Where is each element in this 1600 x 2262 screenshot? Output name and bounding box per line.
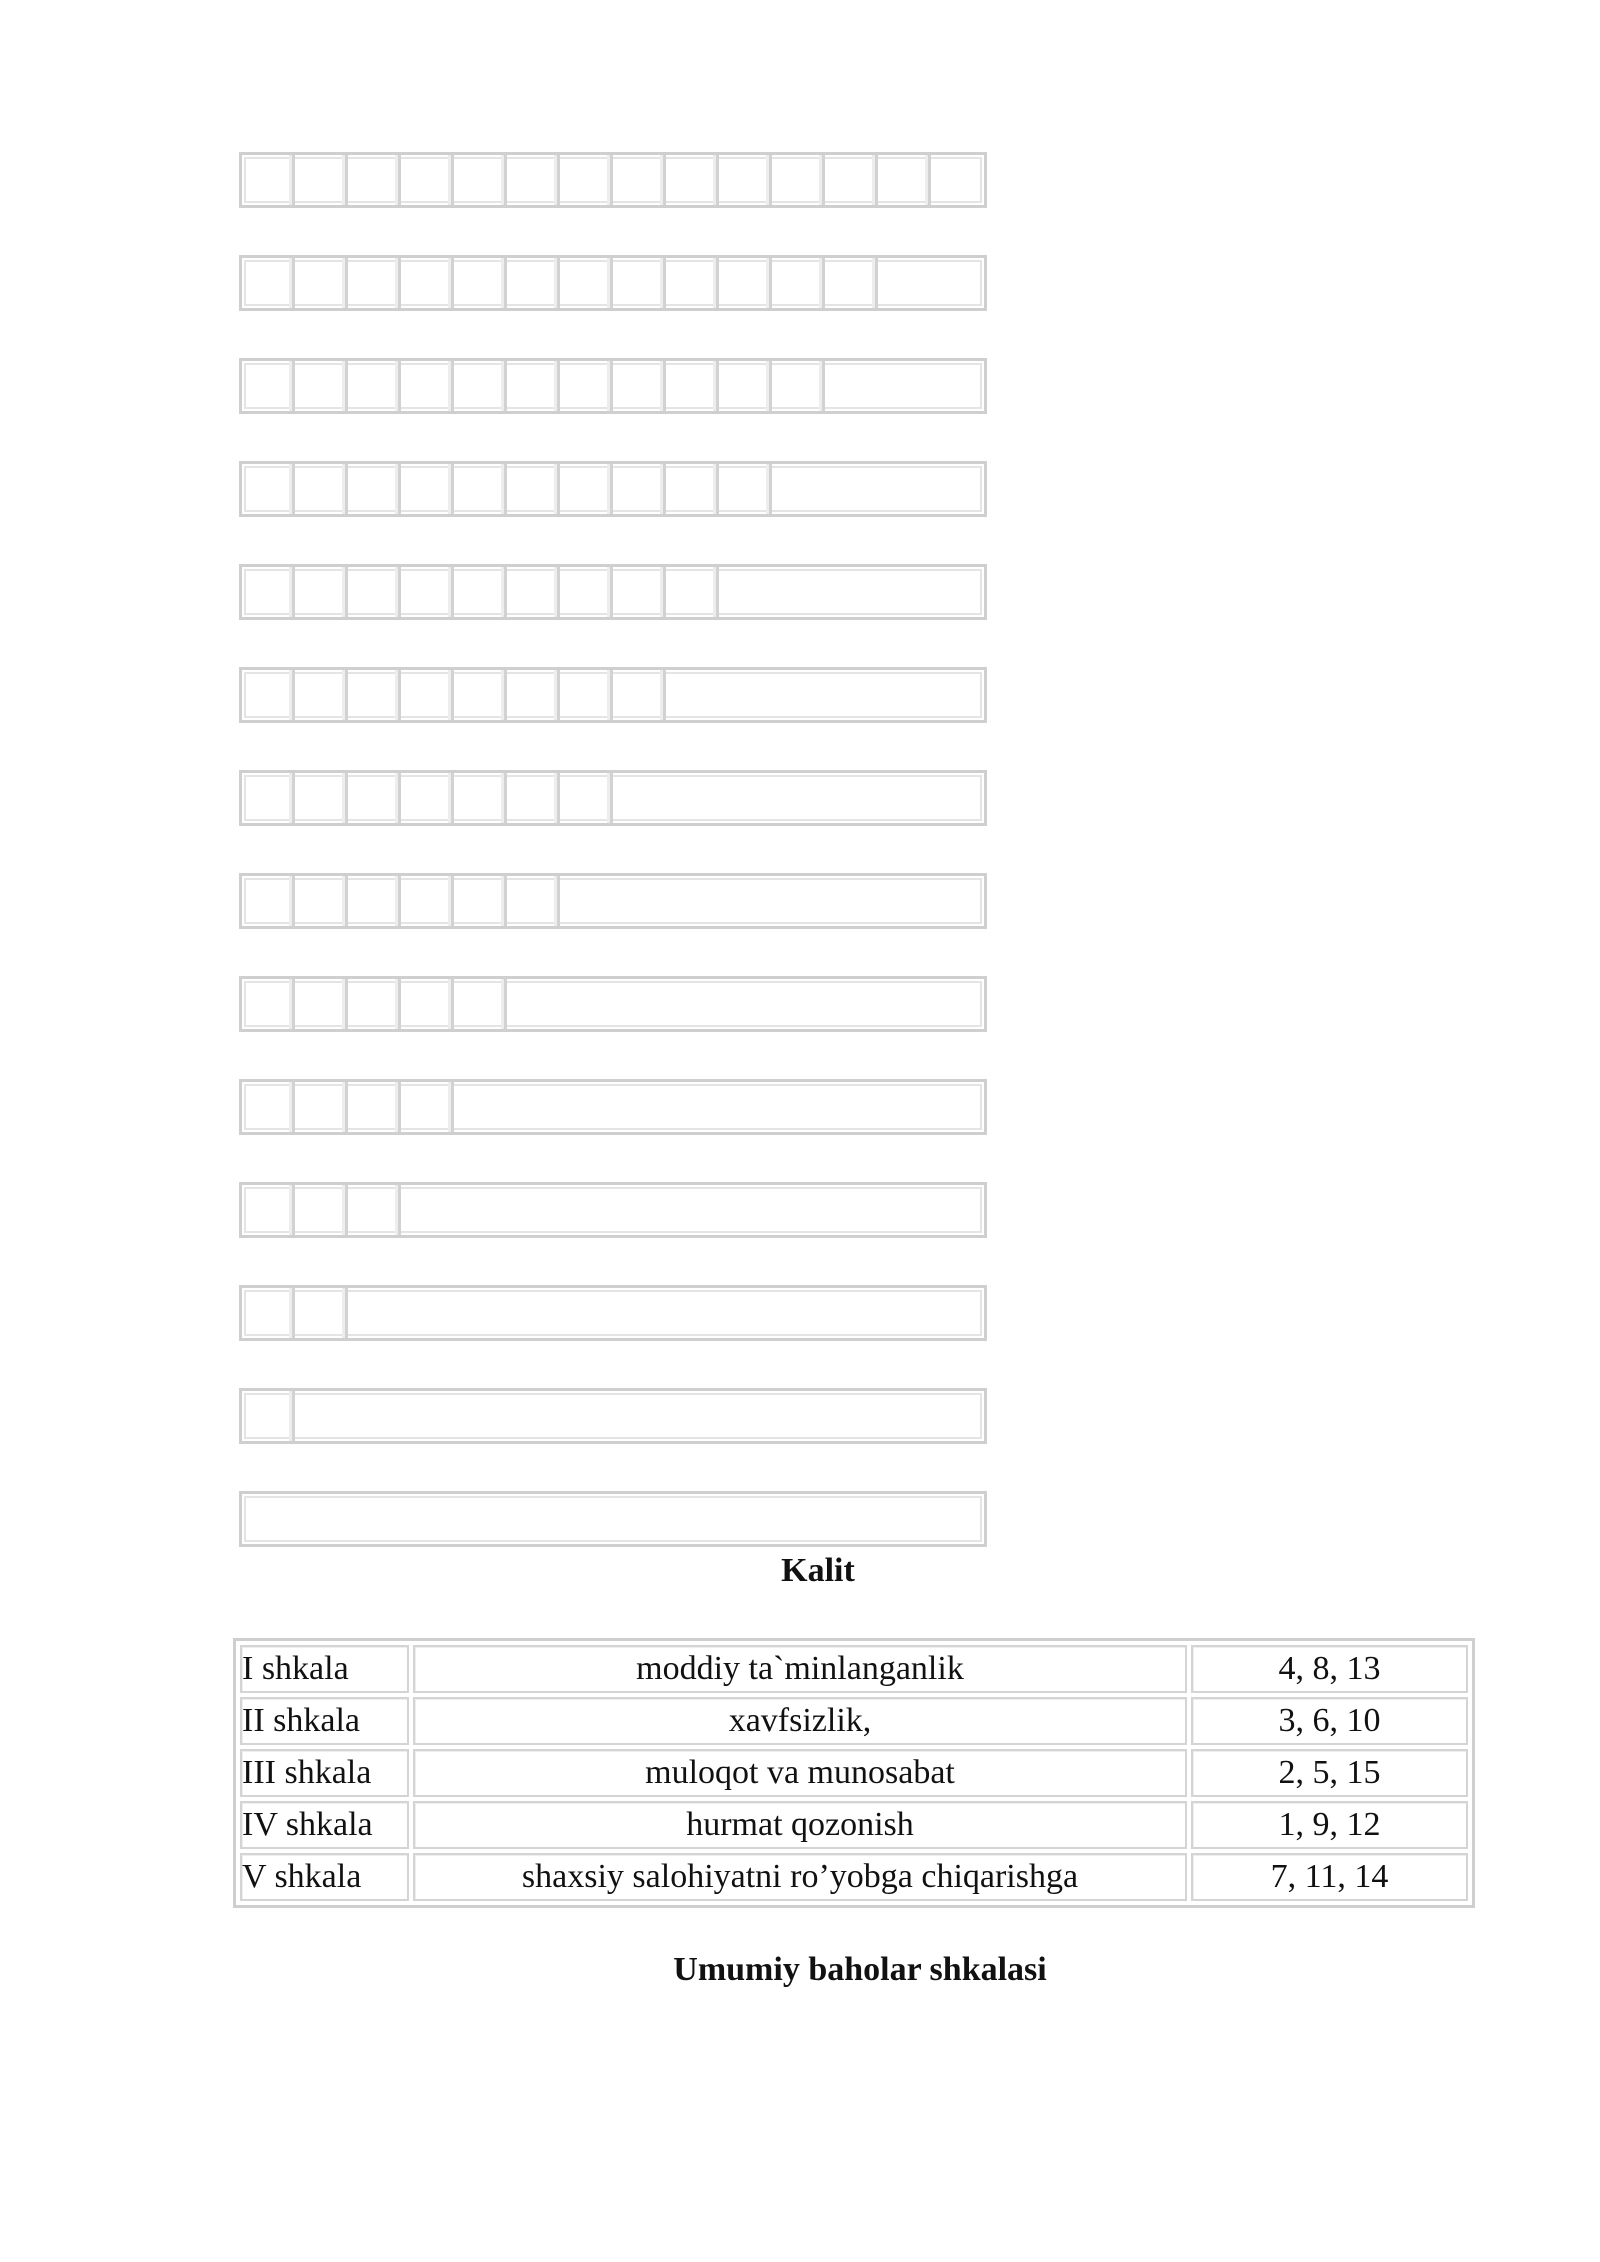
answer-box[interactable]: [295, 567, 348, 617]
answer-box[interactable]: [295, 1391, 348, 1441]
answer-box[interactable]: [666, 567, 719, 617]
answer-box[interactable]: [666, 670, 719, 720]
scale-label: III shkala: [240, 1749, 409, 1797]
scale-items: 3, 6, 10: [1191, 1697, 1468, 1745]
answer-box-grid: [239, 152, 987, 1594]
answer-box[interactable]: [348, 1185, 401, 1235]
answer-box[interactable]: [507, 155, 560, 205]
answer-box[interactable]: [295, 1185, 348, 1235]
answer-box[interactable]: [454, 155, 507, 205]
key-table-row: [240, 1749, 1468, 1797]
answer-box-row: [239, 358, 987, 414]
answer-box[interactable]: [507, 567, 560, 617]
answer-box[interactable]: [454, 876, 507, 926]
answer-box[interactable]: [772, 258, 825, 308]
answer-box[interactable]: [295, 670, 348, 720]
answer-box-row: [239, 152, 987, 208]
scale-label: II shkala: [240, 1697, 409, 1745]
answer-box[interactable]: [507, 876, 560, 926]
answer-box[interactable]: [295, 361, 348, 411]
answer-box[interactable]: [348, 361, 401, 411]
answer-box[interactable]: [507, 670, 560, 720]
answer-box[interactable]: [401, 979, 454, 1029]
answer-box-row: [239, 1182, 987, 1238]
scale-name: hurmat qozonish: [413, 1801, 1187, 1849]
answer-box[interactable]: [348, 1082, 401, 1132]
answer-box[interactable]: [719, 155, 772, 205]
answer-box[interactable]: [454, 567, 507, 617]
answer-box[interactable]: [348, 773, 401, 823]
answer-box[interactable]: [348, 155, 401, 205]
general-scale-title: Umumiy baholar shkalasi: [673, 1951, 1047, 1988]
answer-box[interactable]: [348, 1288, 401, 1338]
answer-box[interactable]: [507, 258, 560, 308]
answer-box[interactable]: [772, 464, 825, 514]
answer-box[interactable]: [348, 876, 401, 926]
scale-name: xavfsizlik,: [413, 1697, 1187, 1745]
answer-box-row: [239, 1491, 987, 1547]
scale-name: moddiy ta`minlanganlik: [413, 1645, 1187, 1693]
answer-box[interactable]: [401, 1082, 454, 1132]
answer-box[interactable]: [401, 464, 454, 514]
answer-box[interactable]: [401, 1185, 454, 1235]
scale-items: 1, 9, 12: [1191, 1801, 1468, 1849]
scale-items: 4, 8, 13: [1191, 1645, 1468, 1693]
key-table-row: [240, 1801, 1468, 1849]
scale-items: 7, 11, 14: [1191, 1853, 1468, 1901]
answer-box[interactable]: [242, 773, 295, 823]
answer-box[interactable]: [401, 773, 454, 823]
answer-box[interactable]: [560, 155, 613, 205]
answer-box[interactable]: [613, 155, 666, 205]
scale-name: muloqot va munosabat: [413, 1749, 1187, 1797]
answer-box[interactable]: [454, 773, 507, 823]
answer-box[interactable]: [878, 258, 931, 308]
answer-box[interactable]: [242, 155, 295, 205]
answer-box[interactable]: [825, 155, 878, 205]
answer-box-row: [239, 255, 987, 311]
answer-box[interactable]: [242, 1082, 295, 1132]
answer-box[interactable]: [454, 670, 507, 720]
answer-box[interactable]: [507, 773, 560, 823]
answer-box[interactable]: [613, 258, 666, 308]
answer-box-row: [239, 461, 987, 517]
answer-box[interactable]: [719, 464, 772, 514]
key-table-row: [240, 1853, 1468, 1901]
answer-box[interactable]: [666, 155, 719, 205]
answer-box[interactable]: [348, 670, 401, 720]
answer-box[interactable]: [295, 876, 348, 926]
answer-box[interactable]: [454, 464, 507, 514]
answer-box[interactable]: [242, 464, 295, 514]
answer-box[interactable]: [666, 258, 719, 308]
answer-box[interactable]: [772, 361, 825, 411]
answer-box[interactable]: [772, 155, 825, 205]
answer-box[interactable]: [401, 876, 454, 926]
answer-box[interactable]: [295, 773, 348, 823]
answer-box[interactable]: [719, 567, 772, 617]
key-table-row: [240, 1697, 1468, 1745]
answer-box[interactable]: [242, 670, 295, 720]
scale-label: I shkala: [240, 1645, 409, 1693]
key-table: [233, 1638, 1475, 1908]
answer-box[interactable]: [242, 361, 295, 411]
answer-box[interactable]: [295, 979, 348, 1029]
answer-box-row: [239, 1285, 987, 1341]
answer-box[interactable]: [825, 361, 878, 411]
answer-box[interactable]: [560, 258, 613, 308]
answer-box[interactable]: [242, 1185, 295, 1235]
scale-name: shaxsiy salohiyatni ro’yobga chiqarishga: [413, 1853, 1187, 1901]
answer-box[interactable]: [507, 979, 560, 1029]
answer-box[interactable]: [401, 670, 454, 720]
answer-box[interactable]: [401, 155, 454, 205]
answer-box[interactable]: [666, 464, 719, 514]
answer-box[interactable]: [560, 670, 613, 720]
answer-box[interactable]: [560, 464, 613, 514]
answer-box-row: [239, 873, 987, 929]
answer-box[interactable]: [295, 1288, 348, 1338]
answer-box[interactable]: [242, 567, 295, 617]
answer-box[interactable]: [825, 258, 878, 308]
answer-box[interactable]: [507, 361, 560, 411]
answer-box[interactable]: [613, 773, 666, 823]
key-table-row: [240, 1645, 1468, 1693]
answer-box[interactable]: [242, 1288, 295, 1338]
answer-box[interactable]: [348, 979, 401, 1029]
answer-box[interactable]: [878, 155, 931, 205]
answer-box[interactable]: [560, 773, 613, 823]
answer-box[interactable]: [401, 361, 454, 411]
answer-box-row: [239, 1079, 987, 1135]
answer-box[interactable]: [454, 979, 507, 1029]
answer-box-row: [239, 770, 987, 826]
answer-box[interactable]: [613, 670, 666, 720]
answer-box[interactable]: [560, 876, 613, 926]
answer-box[interactable]: [401, 258, 454, 308]
answer-box-row: [239, 564, 987, 620]
answer-box[interactable]: [242, 1494, 295, 1544]
answer-box[interactable]: [348, 567, 401, 617]
answer-box[interactable]: [295, 258, 348, 308]
answer-box[interactable]: [242, 258, 295, 308]
answer-box[interactable]: [242, 979, 295, 1029]
answer-box[interactable]: [507, 464, 560, 514]
answer-box[interactable]: [295, 1082, 348, 1132]
answer-box-row: [239, 1388, 987, 1444]
answer-box-row: [239, 976, 987, 1032]
answer-box[interactable]: [666, 361, 719, 411]
answer-box[interactable]: [613, 361, 666, 411]
answer-box[interactable]: [613, 464, 666, 514]
answer-box[interactable]: [560, 361, 613, 411]
answer-box[interactable]: [401, 567, 454, 617]
key-title: Kalit: [781, 1552, 855, 1589]
answer-box[interactable]: [931, 155, 984, 205]
scale-label: IV shkala: [240, 1801, 409, 1849]
answer-box[interactable]: [348, 258, 401, 308]
answer-box[interactable]: [454, 361, 507, 411]
answer-box[interactable]: [719, 361, 772, 411]
answer-box[interactable]: [719, 258, 772, 308]
answer-box[interactable]: [613, 567, 666, 617]
answer-box[interactable]: [348, 464, 401, 514]
scale-items: 2, 5, 15: [1191, 1749, 1468, 1797]
answer-box[interactable]: [454, 1082, 507, 1132]
answer-box[interactable]: [295, 464, 348, 514]
answer-box-row: [239, 667, 987, 723]
answer-box[interactable]: [242, 876, 295, 926]
answer-box[interactable]: [454, 258, 507, 308]
answer-box[interactable]: [242, 1391, 295, 1441]
answer-box[interactable]: [560, 567, 613, 617]
scale-label: V shkala: [240, 1853, 409, 1901]
answer-box[interactable]: [295, 155, 348, 205]
